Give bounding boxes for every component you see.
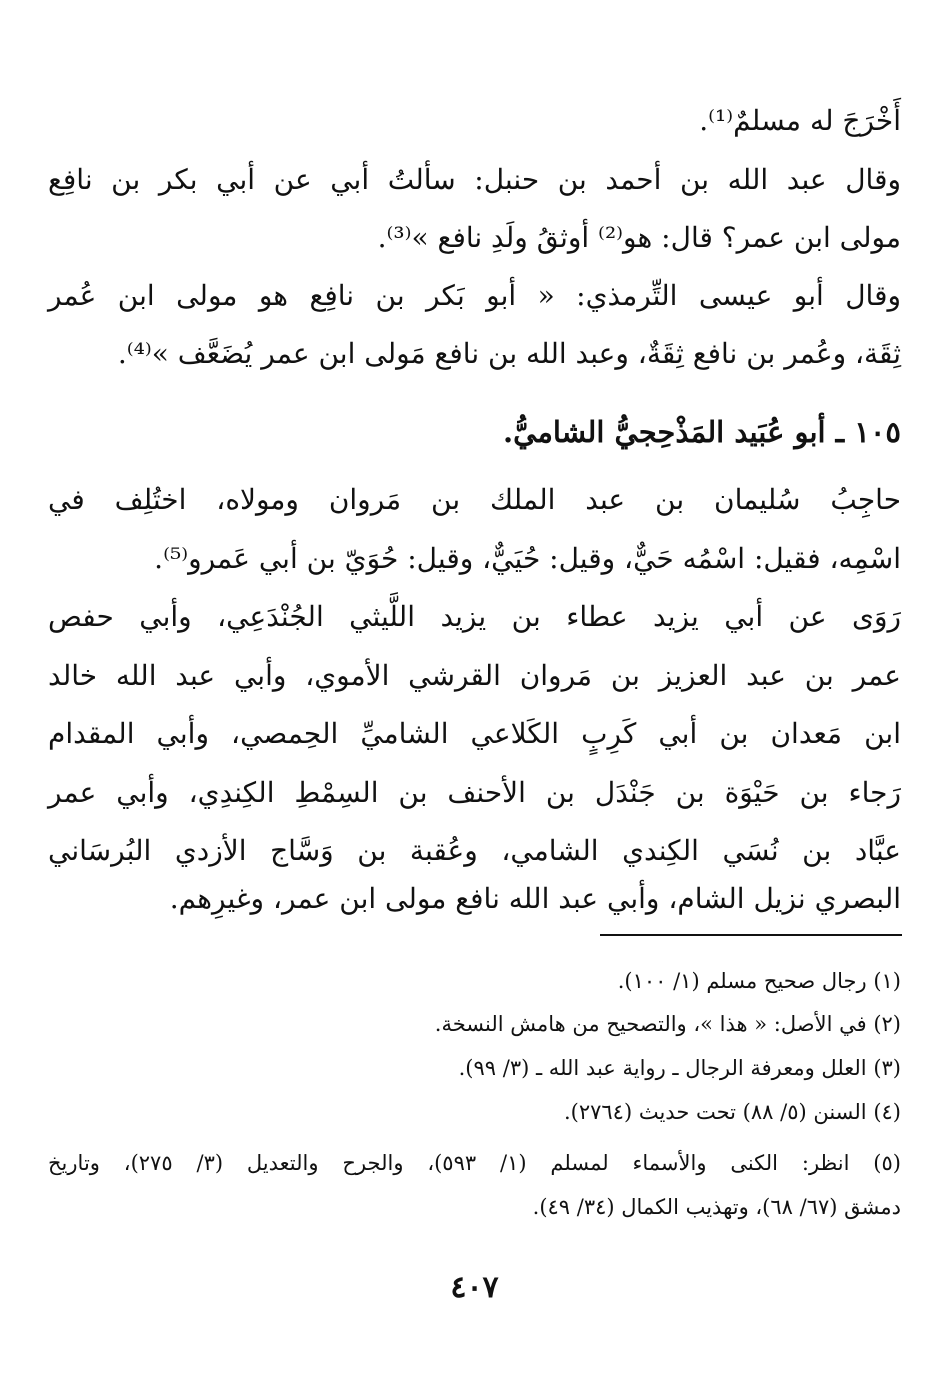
- text-line-1: أَخْرَجَ له مسلمٌ⁽¹⁾.: [699, 104, 901, 137]
- text-line-9: عمر بن عبد العزيز بن مَروان القرشي الأموي، وأبي عبد الله خالد: [48, 659, 901, 692]
- text-line-2: وقال عبد الله بن أحمد بن حنبل: سألتُ أبي عن أبي بكر بن نافِع: [48, 163, 901, 196]
- text-line-3: مولى ابن عمر؟ قال: هو⁽²⁾ أوثقُ ولَدِ نافع »⁽³⁾.: [377, 221, 901, 254]
- text-line-10: ابن مَعدان بن أبي كَرِبٍ الكَلاعي الشاميِّ الحِمصي، وأبي المقدام: [48, 717, 901, 750]
- footnote-4: (٤) السنن (٥/ ٨٨) تحت حديث (٢٧٦٤).: [563, 1100, 901, 1124]
- text-line-12: عبَّاد بن نُسَي الكِندي الشامي، وعُقبة بن وَسَّاج الأزدي البُرسَاني: [48, 834, 901, 867]
- footnote-separator: [600, 934, 902, 936]
- footnote-3: (٣) العلل ومعرفة الرجال ـ رواية عبد الله ـ (٣/ ٩٩).: [458, 1056, 901, 1080]
- footnote-5-line-1: (٥) انظر: الكنى والأسماء لمسلم (١/ ٥٩٣)، والجرح والتعديل (٣/ ٢٧٥)، وتاريخ: [48, 1151, 901, 1175]
- text-line-6: حاجِبُ سُليمان بن عبد الملك بن مَروان ومولاه، اختُلِف في: [48, 483, 901, 516]
- text-line-7: اسْمِه، فقيل: اسْمُه حَيٌّ، وقيل: حُيَيٌّ، وقيل: حُوَيّ بن أبي عَمرو⁽⁵⁾.: [154, 542, 901, 575]
- footnote-2: (٢) في الأصل: « هذا »، والتصحيح من هامش النسخة.: [434, 1012, 901, 1036]
- text-line-5: ثِقَة، وعُمر بن نافع ثِقَةٌ، وعبد الله بن نافع مَولى ابن عمر يُضَعَّف »⁽⁴⁾.: [117, 337, 901, 370]
- entry-heading: ١٠٥ ـ أبو عُبَيد المَذْحِجيُّ الشاميُّ.: [503, 415, 901, 449]
- text-line-13: البصري نزيل الشام، وأبي عبد الله نافع مولى ابن عمر، وغيرِهم.: [169, 882, 901, 915]
- text-line-4: وقال أبو عيسى التِّرمذي: « أبو بَكر بن نافِع هو مولى ابن عُمر: [48, 279, 901, 312]
- footnote-1: (١) رجال صحيح مسلم (١/ ١٠٠).: [617, 969, 901, 993]
- text-line-8: رَوَى عن أبي يزيد عطاء بن يزيد اللَّيثي الجُنْدَعِي، وأبي حفص: [48, 600, 901, 633]
- page-number: ٤٠٧: [450, 1270, 499, 1305]
- text-line-11: رَجاء بن حَيْوَة بن جَنْدَل بن الأحنف بن السِمْطِ الكِندِي، وأبي عمر: [48, 776, 901, 809]
- footnote-5-line-2: دمشق (٦٧/ ٦٨)، وتهذيب الكمال (٣٤/ ٤٩).: [532, 1195, 901, 1219]
